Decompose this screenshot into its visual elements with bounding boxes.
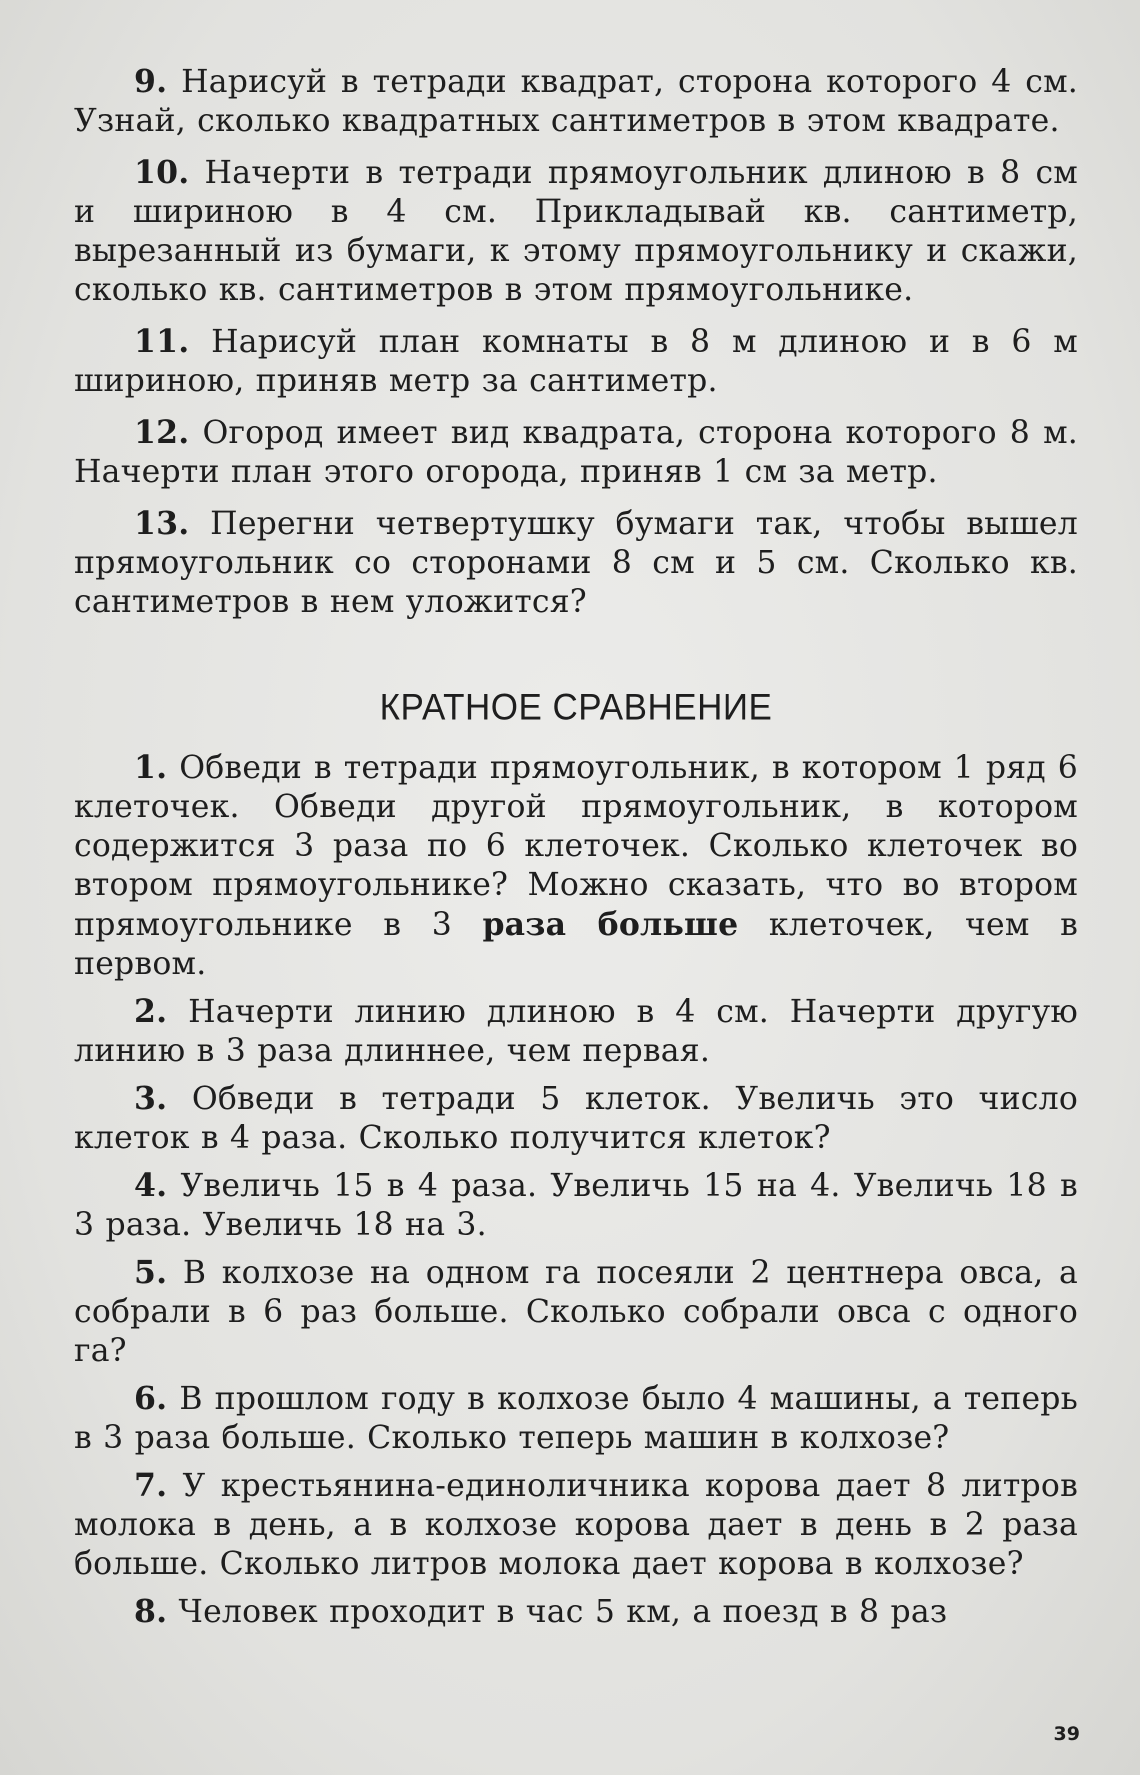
problem-text: Огород имеет вид квадрата, сторона которого 8 м. Начерти план этого огорода, приняв 1 см за метр. [74,415,1078,490]
emphasis-text: раза больше [482,906,739,943]
problem-2 [74,992,1078,1071]
problem-text: Увеличь 15 в 4 раза. Увеличь 15 на 4. Увеличь 18 в 3 раза. Увеличь 18 на 3. [74,1168,1078,1243]
problem-3 [74,1079,1078,1158]
problem-6 [74,1379,1078,1458]
problem-number: 1. [134,749,168,786]
problem-text: Нарисуй в тетради квадрат, сторона которого 4 см. Узнай, сколько квадратных сантиметров в этом квадрате. [74,64,1079,139]
multiple-comparison-section [74,748,1078,1632]
problem-text: Начерти линию длиною в 4 см. Начерти другую линию в 3 раза длиннее, чем первая. [74,994,1078,1069]
problem-text: В прошлом году в колхозе было 4 машины, а теперь в 3 раза больше. Сколько теперь машин в колхозе? [74,1381,1079,1456]
problem-7 [74,1466,1078,1584]
problem-text: клеточек, чем в первом. [74,907,1079,982]
problem-text: Человек проходит в час 5 км, а поезд в 8 раз [178,1594,948,1630]
problem-text: Перегни четвертушку бумаги так, чтобы вышел прямоугольник со сторонами 8 см и 5 см. Сколько кв. сантиметров в нем уложится? [74,506,1078,620]
problem-13 [74,504,1078,622]
problem-12 [74,413,1078,492]
problem-text: Обведи в тетради прямоугольник, в котором 1 ряд 6 клеточек. Обведи другой прямоугольник, в котором содержится 3 раза по 6 клеточек. Сколько клеточек во втором прямоугольнике? Можно сказать, что во втором прямоугольнике в 3 [74,750,1078,943]
problem-number: 8. [134,1593,168,1630]
problem-10 [74,153,1078,310]
problem-8 [74,1592,1078,1632]
problem-section-area [74,62,1078,622]
problem-number: 3. [134,1080,168,1117]
problem-11 [74,322,1078,401]
problem-5 [74,1253,1078,1371]
problem-9 [74,62,1078,141]
problem-number: 9. [134,63,168,100]
problem-text: Начерти в тетради прямоугольник длиною в 8 см и шириною в 4 см. Прикладывай кв. сантиметр, вырезанный из бумаги, к этому прямоугольнику и скажи, сколько кв. сантиметров в этом прямоугольнике. [74,155,1078,308]
problem-text: В колхозе на одном га посеяли 2 центнера овса, а собрали в 6 раз больше. Сколько собрали овса с одного га? [74,1255,1079,1369]
problem-number: 12. [134,414,190,451]
problem-1 [74,748,1078,984]
problem-text: Обведи в тетради 5 клеток. Увеличь это число клеток в 4 раза. Сколько получится клеток? [74,1081,1078,1156]
problem-number: 2. [134,993,168,1030]
problem-number: 7. [134,1467,168,1504]
problem-number: 5. [134,1254,168,1291]
problem-text: Нарисуй план комнаты в 8 м длиною и в 6 м шириною, приняв метр за сантиметр. [74,324,1079,399]
problem-number: 6. [134,1380,168,1417]
problem-number: 10. [134,154,190,191]
problem-number: 4. [134,1167,168,1204]
problem-number: 13. [134,505,190,542]
problem-number: 11. [134,323,190,360]
page-number: 39 [1053,1723,1080,1745]
problem-text: У крестьянина-единоличника корова дает 8 литров молока в день, а в колхозе корова дает в день в 2 раза больше. Сколько литров молока дает корова в колхозе? [74,1468,1078,1582]
section-heading: КРАТНОЕ СРАВНЕНИЕ [379,687,773,728]
problem-4 [74,1166,1078,1245]
